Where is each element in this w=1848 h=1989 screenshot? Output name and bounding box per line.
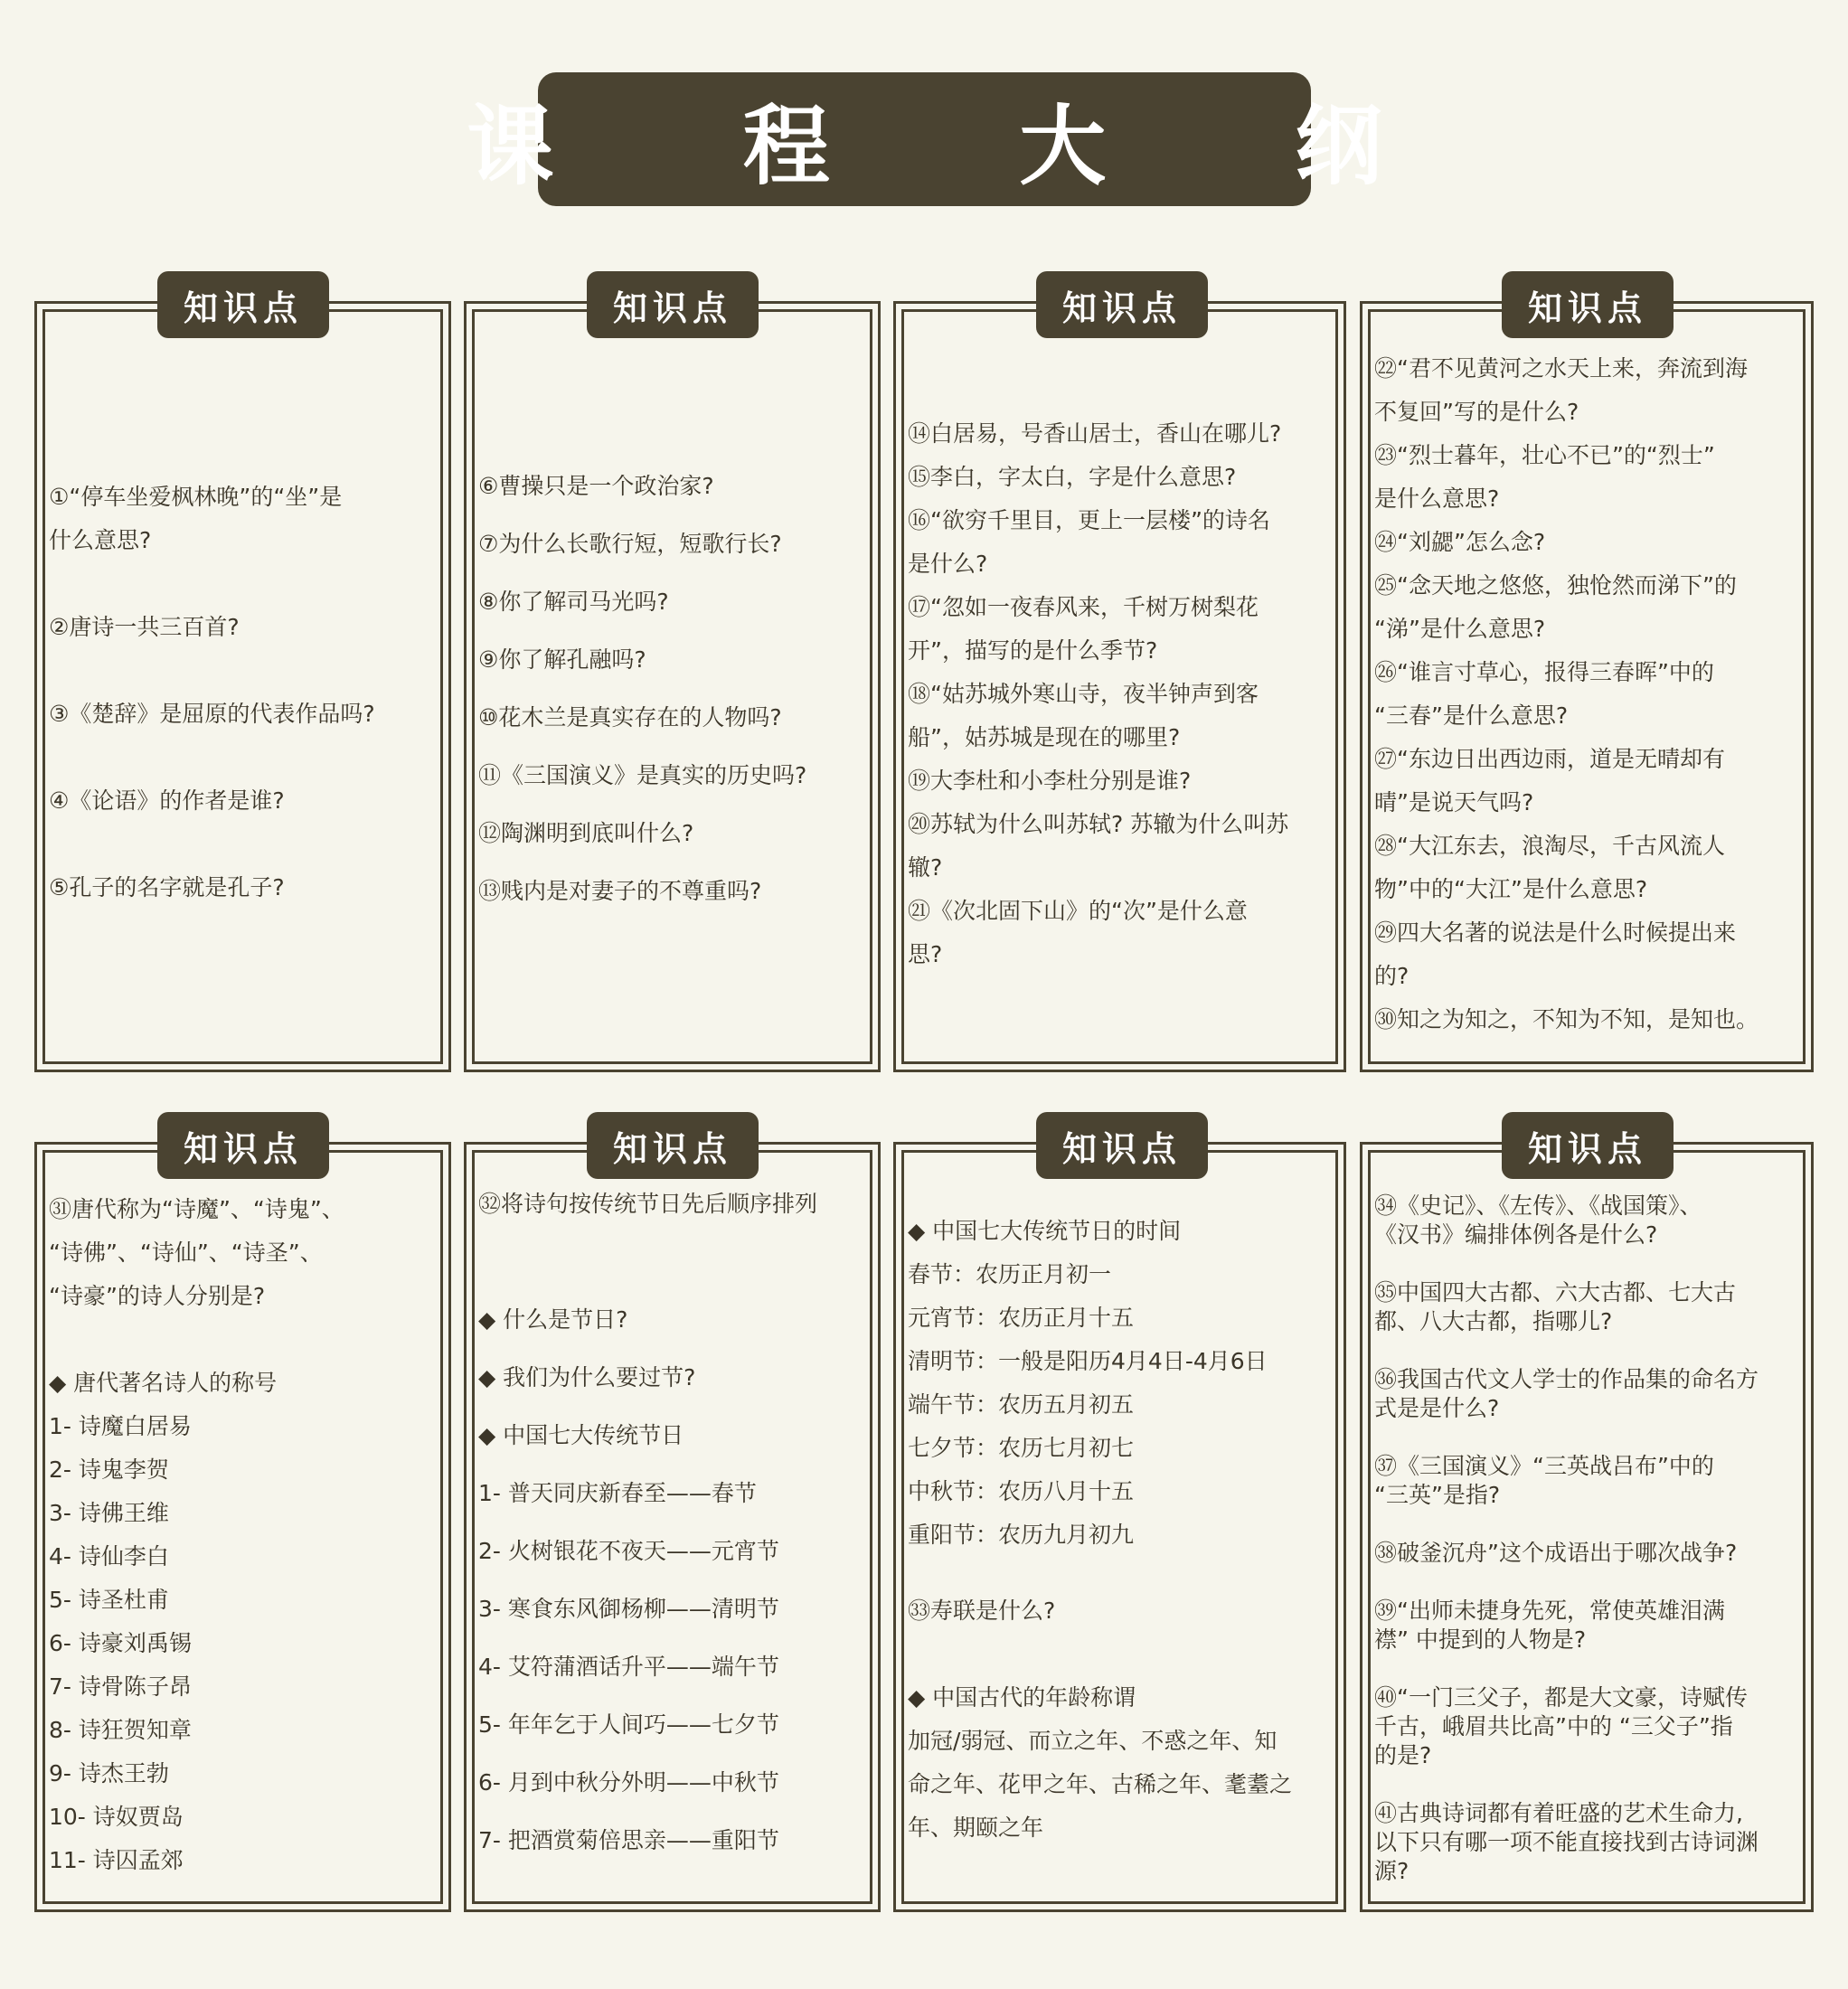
card-tag: 知识点 [1502, 1112, 1674, 1179]
line: ◆ 中国古代的年龄称谓 [908, 1684, 1136, 1711]
line: 1- 普天同庆新春至——春节 [478, 1480, 757, 1506]
line: ⑦为什么长歌行短，短歌行长? [478, 531, 782, 557]
line: 晴”是说天气吗? [1374, 789, 1534, 815]
line: ㊲《三国演义》“三英战吕布”中的 [1374, 1453, 1714, 1479]
line: ㉙四大名著的说法是什么时候提出来 [1374, 919, 1737, 946]
line: 清明节：一般是阳历4月4日-4月6日 [908, 1348, 1268, 1374]
card-content [49, 1188, 439, 1909]
card-content [478, 457, 869, 1070]
line: ⑳苏轼为什么叫苏轼? 苏辙为什么叫苏 [908, 811, 1289, 837]
spacer [49, 562, 439, 606]
spacer [1374, 1510, 1802, 1539]
line: 年、期颐之年 [908, 1815, 1044, 1841]
spacer [49, 823, 439, 866]
line: 4- 艾符蒲酒话升平——端午节 [478, 1654, 779, 1680]
knowledge-card-6 [464, 1128, 881, 1912]
line: 4- 诗仙李白 [49, 1543, 169, 1570]
card-content [908, 412, 1334, 1070]
card-tag: 知识点 [587, 1112, 759, 1179]
spacer [1374, 1423, 1802, 1452]
line: 2- 诗鬼李贺 [49, 1456, 169, 1483]
line: ⑨你了解孔融吗? [478, 646, 646, 673]
line: 开”，描写的是什么季节? [908, 637, 1158, 664]
line: ②唐诗一共三百首? [49, 614, 240, 640]
knowledge-card-3 [893, 288, 1346, 1072]
line: 2- 火树银花不夜天——元宵节 [478, 1538, 779, 1564]
line: 10- 诗奴贾岛 [49, 1804, 184, 1830]
line: 5- 诗圣杜甫 [49, 1587, 169, 1613]
line: ⑬贱内是对妻子的不尊重吗? [478, 878, 762, 904]
line: 不复回”写的是什么? [1374, 399, 1579, 425]
line: ㉕“念天地之悠悠，独怆然而涕下”的 [1374, 572, 1737, 599]
page-title-banner [467, 72, 1462, 206]
card-tag: 知识点 [157, 1112, 329, 1179]
line: ◆ 我们为什么要过节? [478, 1364, 696, 1390]
line: ㉚知之为知之，不知为不知，是知也。 [1374, 1006, 1759, 1032]
line: 5- 年年乞于人间巧——七夕节 [478, 1711, 779, 1738]
line: ⑧你了解司马光吗? [478, 589, 669, 615]
spacer [1374, 1249, 1802, 1278]
spacer [478, 1233, 869, 1291]
card-content [1374, 1192, 1802, 1909]
knowledge-card-2 [464, 288, 881, 1072]
card-tag: 知识点 [1502, 271, 1674, 338]
line: 端午节：农历五月初五 [908, 1391, 1135, 1418]
line: 式是是什么? [1374, 1395, 1500, 1421]
line: ㉘“大江东去，浪淘尽，千古风流人 [1374, 833, 1725, 859]
line: 3- 诗佛王维 [49, 1500, 169, 1526]
line: 7- 诗骨陈子昂 [49, 1673, 192, 1700]
spacer [1374, 1770, 1802, 1799]
line: 是什么? [908, 551, 988, 577]
line: ㊶古典诗词都有着旺盛的艺术生命力, [1374, 1800, 1743, 1826]
line: ⑱“姑苏城外寒山寺，夜半钟声到客 [908, 681, 1259, 707]
line: 思? [908, 941, 943, 967]
line: ㉓“烈士暮年，壮心不已”的“烈士” [1374, 442, 1715, 468]
card-tag: 知识点 [1036, 271, 1208, 338]
line: ㊵“一门三父子，都是大文豪，诗赋传 [1374, 1684, 1748, 1711]
line: ◆ 什么是节日? [478, 1306, 628, 1333]
line: 6- 月到中秋分外明——中秋节 [478, 1769, 779, 1796]
line: 物”中的“大江”是什么意思? [1374, 876, 1648, 902]
line: 《汉书》编排体例各是什么? [1374, 1221, 1658, 1248]
line: 6- 诗豪刘禹锡 [49, 1630, 192, 1656]
card-content [478, 1175, 869, 1909]
knowledge-card-7 [893, 1128, 1346, 1912]
line: 加冠/弱冠、而立之年、不惑之年、知 [908, 1728, 1278, 1754]
line: ⑭白居易，号香山居士，香山在哪儿? [908, 420, 1282, 447]
line: 中秋节：农历八月十五 [908, 1478, 1135, 1504]
knowledge-card-8 [1360, 1128, 1814, 1912]
line: ㉜将诗句按传统节日先后顺序排列 [478, 1191, 818, 1217]
spacer [49, 649, 439, 693]
spacer [49, 1318, 439, 1362]
line: ㊳破釜沉舟”这个成语出于哪次战争? [1374, 1540, 1738, 1566]
line: ◆ 唐代著名诗人的称号 [49, 1370, 278, 1396]
line: ㊱我国古代文人学士的作品集的命名方 [1374, 1366, 1759, 1392]
line: ⑩花木兰是真实存在的人物吗? [478, 704, 782, 731]
line: ㉞《史记》、《左传》、《战国策》、 [1374, 1192, 1702, 1219]
line: ⑯“欲穷千里目，更上一层楼”的诗名 [908, 507, 1270, 533]
line: ㉟中国四大古都、六大古都、七大古 [1374, 1279, 1737, 1306]
line: ◆ 中国七大传统节日 [478, 1422, 684, 1448]
spacer [908, 1557, 1334, 1589]
line: 重阳节：农历九月初九 [908, 1522, 1135, 1548]
line: 7- 把酒赏菊倍思亲——重阳节 [478, 1827, 779, 1853]
line: 七夕节：农历七月初七 [908, 1435, 1135, 1461]
line: 都、八大古都，指哪儿? [1374, 1308, 1613, 1334]
line: 的? [1374, 963, 1410, 989]
line: ◆ 中国七大传统节日的时间 [908, 1218, 1182, 1244]
line: ㉒“君不见黄河之水天上来，奔流到海 [1374, 355, 1748, 382]
line: “涕”是什么意思? [1374, 616, 1546, 642]
card-content [49, 476, 439, 1070]
line: ㊴“出师未捷身先死，常使英雄泪满 [1374, 1598, 1725, 1624]
page-title: 课 程 大 纲 [467, 95, 1462, 197]
line: 3- 寒食东风御杨柳——清明节 [478, 1596, 779, 1622]
card-tag: 知识点 [157, 271, 329, 338]
card-content [1374, 347, 1802, 1070]
line: 的是? [1374, 1742, 1432, 1768]
line: 源? [1374, 1858, 1410, 1884]
line: ㉑《次北固下山》的“次”是什么意 [908, 898, 1248, 924]
line: ⑮李白，字太白，字是什么意思? [908, 464, 1237, 490]
line: 千古，峨眉共比高”中的 “三父子”指 [1374, 1713, 1733, 1739]
line: 命之年、花甲之年、古稀之年、耄耋之 [908, 1771, 1293, 1797]
card-tag: 知识点 [1036, 1112, 1208, 1179]
line: 船”，姑苏城是现在的哪里? [908, 724, 1181, 750]
line: 辙? [908, 854, 943, 881]
line: ⑤孔子的名字就是孔子? [49, 874, 285, 900]
line: ㉖“谁言寸草心，报得三春晖”中的 [1374, 659, 1714, 685]
line: 以下只有哪一项不能直接找到古诗词渊 [1374, 1829, 1759, 1855]
card-tag: 知识点 [587, 271, 759, 338]
line: 春节：农历正月初一 [908, 1261, 1112, 1287]
line: ④《论语》的作者是谁? [49, 787, 285, 814]
knowledge-card-4 [1360, 288, 1814, 1072]
line: 9- 诗杰王勃 [49, 1760, 169, 1786]
line: 1- 诗魔白居易 [49, 1413, 192, 1439]
spacer [908, 1633, 1334, 1676]
line: ㉔“刘勰”怎么念? [1374, 529, 1546, 555]
line: 元宵节：农历正月十五 [908, 1305, 1135, 1331]
line: “三春”是什么意思? [1374, 702, 1569, 729]
line: “三英”是指? [1374, 1482, 1501, 1508]
line: 什么意思? [49, 527, 152, 553]
line: ㉝寿联是什么? [908, 1598, 1056, 1624]
line: ⑲大李杜和小李杜分别是谁? [908, 768, 1192, 794]
line: 襟” 中提到的人物是? [1374, 1626, 1587, 1653]
knowledge-card-5 [34, 1128, 451, 1912]
line: ③《楚辞》是屈原的代表作品吗? [49, 701, 375, 727]
line: 11- 诗囚孟郊 [49, 1847, 184, 1873]
spacer [1374, 1336, 1802, 1365]
line: ⑰“忽如一夜春风来，千树万树梨花 [908, 594, 1259, 620]
line: ⑥曹操只是一个政治家? [478, 473, 714, 499]
card-content [908, 1210, 1334, 1909]
line: ⑫陶渊明到底叫什么? [478, 820, 694, 846]
line: ㉗“东边日出西边雨，道是无晴却有 [1374, 746, 1725, 772]
line: ⑪《三国演义》是真实的历史吗? [478, 762, 807, 788]
line: ㉛唐代称为“诗魔”、“诗鬼”、 [49, 1196, 344, 1222]
knowledge-card-1 [34, 288, 451, 1072]
line: 是什么意思? [1374, 485, 1500, 512]
spacer [49, 736, 439, 779]
line: ①“停车坐爱枫林晚”的“坐”是 [49, 484, 343, 510]
spacer [1374, 1654, 1802, 1683]
line: 8- 诗狂贺知章 [49, 1717, 192, 1743]
line: “诗佛”、“诗仙”、“诗圣”、 [49, 1240, 323, 1266]
line: “诗豪”的诗人分别是? [49, 1283, 266, 1309]
spacer [1374, 1568, 1802, 1597]
